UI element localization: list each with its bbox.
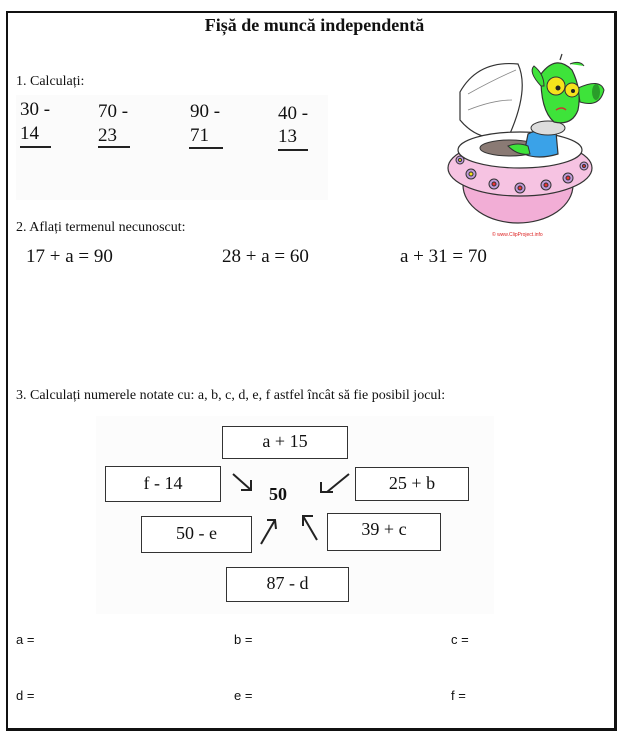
box-50-minus-e: 50 - e xyxy=(141,516,252,553)
problem-3-line xyxy=(189,147,223,149)
equation-2: 28 + a = 60 xyxy=(222,246,309,267)
box-f-minus-14: f - 14 xyxy=(105,466,221,502)
arrow-down-left-icon xyxy=(321,474,349,492)
problem-4-line xyxy=(278,149,308,151)
answer-b: b = xyxy=(234,632,253,647)
answer-e: e = xyxy=(234,688,253,703)
answer-a: a = xyxy=(16,632,35,647)
problem-2-top: 70 - xyxy=(98,101,129,122)
problem-4-top: 40 - xyxy=(278,103,309,124)
arrow-up-left-icon xyxy=(303,516,317,540)
answer-d: d = xyxy=(16,688,35,703)
arrow-down-right-icon xyxy=(233,474,251,490)
worksheet-title: Fișă de muncă independentă xyxy=(204,15,425,35)
alien-ufo-icon xyxy=(438,50,618,230)
arrows-group xyxy=(225,468,355,548)
exercise-1-label: 1. Calculați: xyxy=(16,74,85,89)
problem-2-line xyxy=(98,146,130,148)
exercise-3-label: 3. Calculați numerele notate cu: a, b, c, d, e, f astfel încât să fie posibil jocul: xyxy=(16,388,446,403)
illustration-credit: © www.ClipProject.info xyxy=(492,232,543,238)
problem-1-top: 30 - xyxy=(20,99,51,120)
arrow-up-right-icon xyxy=(261,520,276,544)
alien-ufo-illustration xyxy=(438,50,618,230)
problem-3-top: 90 - xyxy=(190,101,221,122)
equation-1: 17 + a = 90 xyxy=(26,246,113,267)
center-value: 50 xyxy=(269,484,287,504)
problem-1-bottom: 14 xyxy=(20,123,39,144)
equation-3: a + 31 = 70 xyxy=(400,246,487,267)
box-39-plus-c: 39 + c xyxy=(327,513,441,551)
answer-c: c = xyxy=(451,632,469,647)
box-87-minus-d: 87 - d xyxy=(226,567,349,602)
problem-4-bottom: 13 xyxy=(278,126,297,147)
box-a-plus-15: a + 15 xyxy=(222,426,348,459)
answer-f: f = xyxy=(451,688,466,703)
exercise-2-label: 2. Aflați termenul necunoscut: xyxy=(16,220,186,235)
box-25-plus-b: 25 + b xyxy=(355,467,469,501)
problem-1-line xyxy=(20,146,51,148)
problem-3-bottom: 71 xyxy=(190,125,209,146)
problem-2-bottom: 23 xyxy=(98,125,117,146)
